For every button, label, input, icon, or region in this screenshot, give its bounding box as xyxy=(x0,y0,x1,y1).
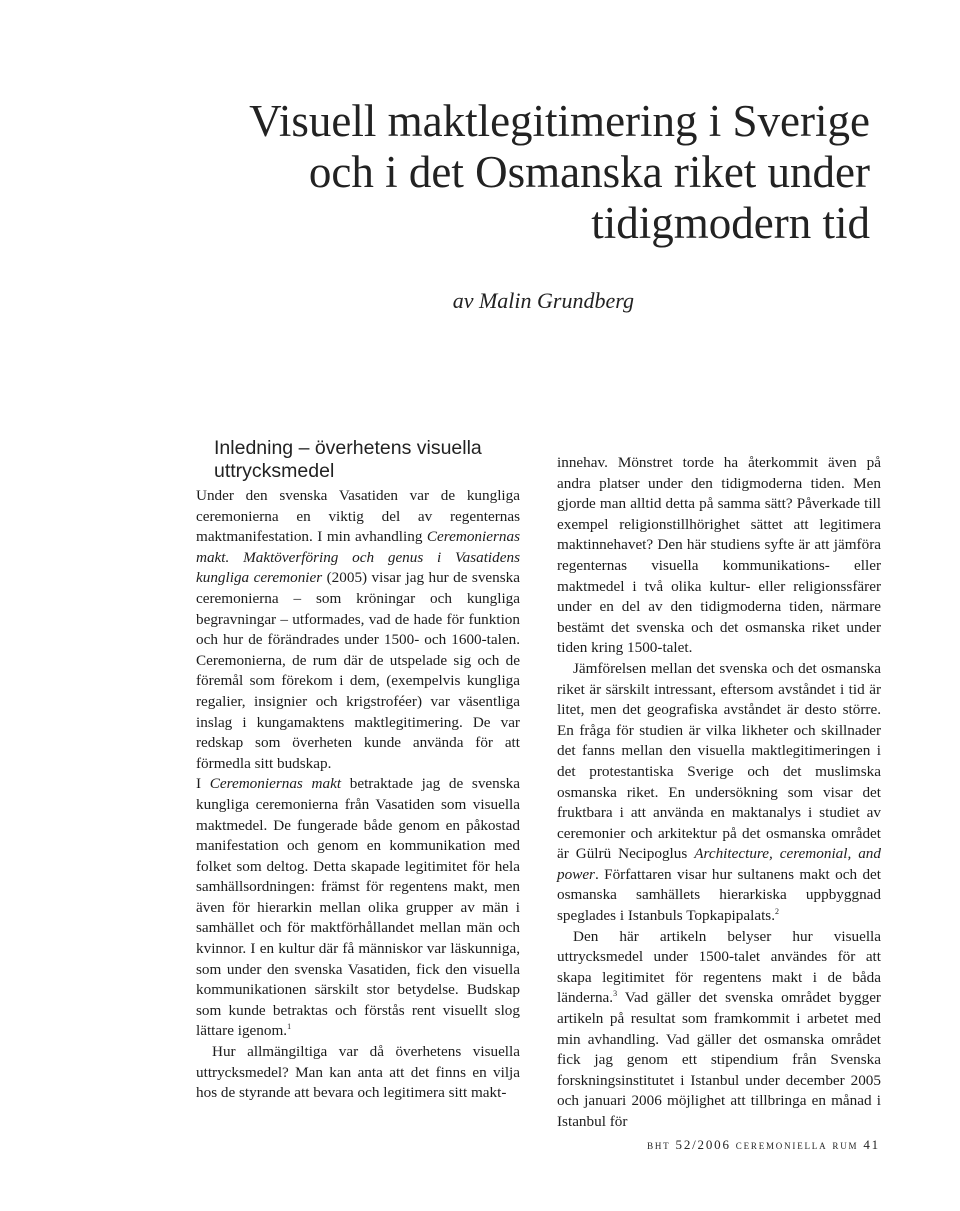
footnote-ref[interactable]: 1 xyxy=(287,1022,292,1032)
title-line-1: Visuell maktlegitimering i Sverige xyxy=(249,96,870,146)
right-column xyxy=(557,453,881,1133)
paragraph-text: I xyxy=(196,775,210,793)
paragraph xyxy=(557,659,881,927)
paragraph-text: Vad gäller det svenska området bygger artikeln på resultat som framkommit i arbetet med min avhandling. Vad gäller det osmanska området fick jag genom ett stipendium från Svenska forskningsinstitutet i Istanbul under december 2005 och januari 2006 möjlighet att tillbringa en månad i Istanbul för xyxy=(557,989,881,1130)
paragraph: innehav. Mönstret torde ha återkommit även på andra platser under den tidigmoderna tiden. Men gjorde man alltid detta på samma sätt? Påverkade till exempel religionstillhörighet sättet att legitimera maktinnehavet? Den här studiens syfte är att jämföra regenternas visuella kommunikations- eller maktmedel i två olika kultur- eller religionssfärer under en del av den tidigmoderna tiden, närmare bestämt det svenska och det osmanska riket under tiden kring 1500-talet. xyxy=(557,454,881,657)
paragraph-text: betraktade jag de svenska kungliga ceremonierna från Vasatiden som visuella maktmedel. De fungerade både genom en påkostad manifestation och genom en kommunikation med folket som deltog. Detta skapade legitimitet för hela samhällsordningen: främst för regentens makt, men även för hierarkin mellan olika grupper av män i samhället och för maktförhållandet mellan män och kvinnor. I en kultur där få människor var läskunniga, som under den svenska Vasatiden, fick den visuella kommunikationen särskilt stor betydelse. Budskap som kunde betraktas och förstås rent visuellt slog lättare igenom. xyxy=(196,775,521,1040)
title-line-3: tidigmodern tid xyxy=(591,198,870,248)
paragraph: Hur allmängiltiga var då överhetens visuella uttrycksmedel? Man kan anta att det finns en vilja hos de styrande att bevara och legitimera sitt makt- xyxy=(196,1043,520,1102)
footnote-ref[interactable]: 3 xyxy=(613,989,618,999)
section-heading: Inledning – överhetens visuella uttrycksmedel xyxy=(214,437,482,482)
left-column xyxy=(196,437,520,1104)
paragraph-text: . Författaren visar hur sultanens makt och det osmanska samhällets hierarkiska uppbyggnad speglades i Istanbuls Topkapipalats. xyxy=(557,865,881,925)
author-byline: av Malin Grundberg xyxy=(452,288,634,313)
paragraph-text: Den här artikeln belyser hur visuella uttrycksmedel under 1500-talet användes för att skapa legitimitet för regentens makt i de båda länderna. xyxy=(557,927,881,1007)
paragraph xyxy=(196,774,520,1042)
book-title: Ceremoniernas makt xyxy=(209,775,342,793)
paragraph-text: Jämförelsen mellan det svenska och det osmanska riket är särskilt intressant, eftersom avståndet i tid är litet, men det geografiska avståndet är desto större. En fråga för studien är vilka likheter och skillnader det fanns mellan den visuella maktlegitimeringen i det protestantiska Sverige och det muslimska osmanska riket. En undersökning som visar det fruktbara i att använda en maktanalys i studiet av ceremonier och arkitektur på det osmanska området är Gülrü Necipoglus xyxy=(557,659,881,863)
article-title xyxy=(150,96,870,249)
book-title: Architecture, ceremonial, and power xyxy=(557,845,881,883)
running-footer: bht 52/2006 ceremoniella rum 41 xyxy=(647,1137,880,1152)
paragraph xyxy=(557,927,881,1133)
title-line-2: och i det Osmanska riket under xyxy=(308,147,870,197)
paragraph-text: Under den svenska Vasatiden var de kungliga ceremonierna en viktig del av regenternas maktmanifestation. I min avhandling xyxy=(196,487,520,546)
footnote-ref[interactable]: 2 xyxy=(775,907,779,916)
book-title: Ceremoniernas makt. Maktöverföring och genus i Vasatidens kungliga ceremonier xyxy=(196,528,520,587)
paragraph-text: (2005) visar jag hur de svenska ceremonierna – som kröningar och kungliga begravningar – utformades, vad de hade för funktion och hur de förändrades under 1500- och 1600-talen. Ceremonierna, de rum där de utspelade sig och de föremål som förekom i dem, (exempelvis kungliga regalier, insignier och krigstroféer) var väsentliga inslag i kungamaktens maktlegitimering. De var redskap som överheten kunde använda för att förmedla sitt budskap. xyxy=(196,569,521,772)
paragraph xyxy=(196,486,520,774)
